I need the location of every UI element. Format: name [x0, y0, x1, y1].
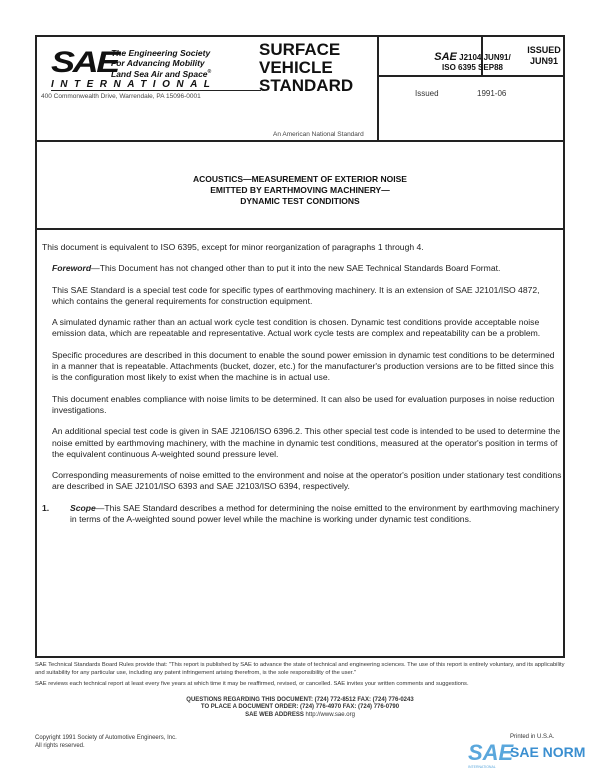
document-body: [42, 242, 562, 525]
paragraph: Specific procedures are described in this document to enable the sound power emission in dynamic test conditions to be determined in a manner that is repeatable. Attachments (bucket, dozer, etc.) for the manufacturer's production versions are to be fitted since this is the configuration most likely to exist when the machine is in actual use.: [52, 349, 555, 383]
contact-info: [35, 697, 565, 720]
foreword-label: Foreword: [52, 263, 92, 274]
status-badge: [525, 45, 563, 67]
footer: [35, 662, 565, 719]
issued-label: Issued: [415, 89, 439, 98]
web-link[interactable]: http://www.sae.org: [305, 711, 355, 718]
section-scope: [42, 503, 562, 526]
status-line: JUN91: [529, 56, 558, 66]
web-label: SAE WEB ADDRESS: [245, 711, 304, 718]
paragraph: An additional special test code is given in SAE J2106/ISO 6396.2. This other special test code is intended to be used to determine the noise emitted by earthmoving machinery, with the machine in dynamic test conditions, measured at the operator's position in terms of the equivalent continuous A-weighted sound pressure level.: [52, 426, 561, 459]
sae-logo: [51, 46, 217, 90]
order-line: TO PLACE A DOCUMENT ORDER: (724) 776-4970 FAX: (724) 776-0790: [200, 704, 400, 710]
tagline: [111, 49, 211, 79]
iso-number: ISO 6395 SEP88: [442, 63, 503, 72]
doc-type-line: VEHICLE: [259, 58, 333, 77]
foreword: [42, 263, 562, 274]
issued-date: 1991-06: [477, 89, 507, 98]
doc-type: [259, 41, 353, 95]
foreword-text: —This Document has not changed other than to put it into the new SAE Technical Standards Board Format.: [91, 263, 501, 274]
section-label: Scope: [70, 502, 96, 513]
review-text: SAE reviews each technical report at least every five years at which time it may be reaffirmed, revised, or cancelled. SAE invites your written comments and suggestions.: [35, 681, 469, 687]
tagline-line: Land Sea Air and Space: [111, 68, 208, 79]
status-line: ISSUED: [527, 45, 561, 55]
watermark-logo: SAE: [468, 740, 514, 765]
sae-number: J2104 JUN91/: [459, 53, 511, 62]
intro: This document is equivalent to ISO 6395, except for minor reorganization of paragraphs 1 through 4.: [42, 242, 424, 252]
section-number: 1.: [42, 502, 50, 513]
title-line: DYNAMIC TEST CONDITIONS: [240, 196, 360, 206]
printed-in: Printed in U.S.A.: [510, 734, 555, 740]
international-text: INTERNATIONAL: [51, 79, 261, 91]
paragraph: This document enables compliance with noise limits to be determined. It can also be used for evaluation purposes in noise reduction investigations.: [52, 393, 555, 415]
rules-text: SAE Technical Standards Board Rules provide that: "This report is published by SAE to advance the state of technical and engineering sciences. The use of this report is entirely voluntary, and its applicability and suitability for any particular use, including any patent infringement arising therefrom, is the sole responsibility of the user.": [35, 662, 565, 676]
paragraph: This SAE Standard is a special test code for specific types of earthmoving machinery. It is an extension of SAE J2101/ISO 4872, which contains the general requirements for construction equipment.: [52, 284, 540, 306]
sae-small-logo: SAE: [434, 51, 457, 63]
paragraph: A simulated dynamic rather than an actual work cycle test condition is chosen. Dynamic test conditions provide acceptable noise emission data, which are repeatable and representative. Actual work cycle tests are complex and repeatability can be a problem.: [52, 317, 541, 339]
paragraph: Corresponding measurements of noise emitted to the environment and noise at the operator's position under stationary test conditions are described in SAE J2101/ISO 6393 and SAE J2103/ISO 6394, respectively.: [52, 470, 562, 492]
sae-logo-text: SAE: [51, 46, 118, 79]
address: 400 Commonwealth Drive, Warrendale, PA 15096-0001: [41, 93, 201, 100]
watermark-text: SAE NORM: [510, 744, 586, 760]
copyright: [35, 734, 177, 750]
tagline-line: The Engineering Society: [111, 48, 211, 58]
tagline-line: For Advancing Mobility: [111, 57, 205, 68]
header: [37, 37, 563, 142]
document-title: [37, 174, 563, 207]
registered-mark: ®: [207, 69, 212, 75]
questions-line: QUESTIONS REGARDING THIS DOCUMENT: (724) 772-8512 FAX: (724) 776-0243: [186, 696, 414, 703]
title-line: ACOUSTICS—MEASUREMENT OF EXTERIOR NOISE: [193, 174, 407, 184]
copyright-line: Copyright 1991 Society of Automotive Engineers, Inc.: [35, 735, 177, 741]
section-text: —This SAE Standard describes a method for determining the noise emitted to the environment by earthmoving machinery in terms of the A-weighted sound power level while the machine is working under dynamic test conditions.: [70, 502, 560, 525]
doc-type-line: SURFACE: [259, 40, 341, 59]
rights-line: All rights reserved.: [35, 743, 85, 749]
watermark-sub: INTERNATIONAL: [468, 765, 496, 769]
american-national-standard: An American National Standard: [273, 131, 364, 138]
doc-number: [420, 51, 525, 73]
doc-type-line: STANDARD: [259, 76, 354, 95]
title-line: EMITTED BY EARTHMOVING MACHINERY—: [210, 185, 390, 195]
